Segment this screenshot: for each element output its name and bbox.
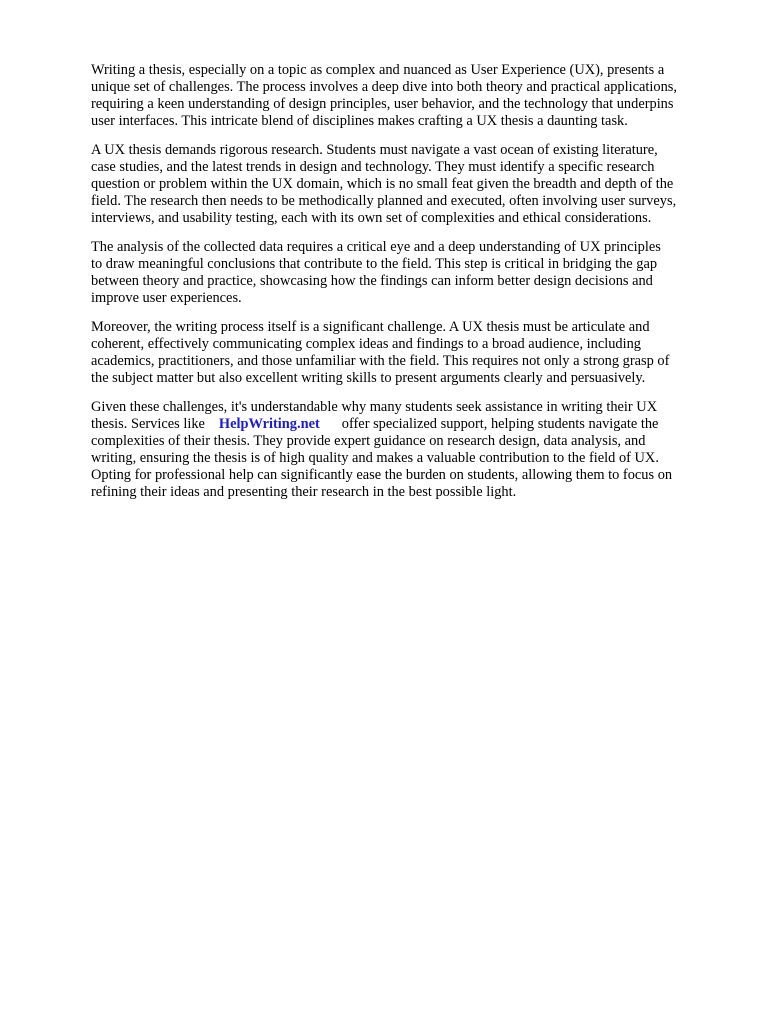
paragraph-writing: Moreover, the writing process itself is a significant challenge. A UX thesis must be articulate and coherent, effectively communicating complex ideas and findings to a broad audience, including academics, practitioners, and those unfamiliar with the field. This requires not only a strong grasp of the subject matter but also excellent writing skills to present arguments clearly and persuasively. (91, 319, 670, 386)
paragraph-research: A UX thesis demands rigorous research. Students must navigate a vast ocean of existing literature, case studies, and the latest trends in design and technology. They must identify a specific research question or problem within the UX domain, which is no small feat given the breadth and depth of the field. The research then needs to be methodically planned and executed, often involving user surveys, interviews, and usability testing, each with its own set of complexities and ethical considerations. (91, 142, 677, 226)
paragraph-assistance (91, 399, 721, 501)
paragraph-assistance-before-link: Given these challenges, it's understandable why many students seek assistance in writing their UX thesis. Services like (91, 399, 658, 432)
paragraph-assistance-after-link: offer specialized support, helping students navigate the complexities of their thesis. They provide expert guidance on research design, data analysis, and writing, ensuring the thesis is of high quality and makes a valuable contribution to the field of UX. Opting for professional help can significantly ease the burden on students, allowing them to focus on refining their ideas and presenting their research in the best possible light. (91, 416, 673, 500)
paragraph-intro: Writing a thesis, especially on a topic as complex and nuanced as User Experience (UX), presents a unique set of challenges. The process involves a deep dive into both theory and practical applications, requiring a keen understanding of design principles, user behavior, and the technology that underpins user interfaces. This intricate blend of disciplines makes crafting a UX thesis a daunting task. (91, 62, 677, 129)
paragraph-analysis: The analysis of the collected data requires a critical eye and a deep understanding of UX principles to draw meaningful conclusions that contribute to the field. This step is critical in bridging the gap between theory and practice, showcasing how the findings can inform better design decisions and improve user experiences. (91, 239, 661, 306)
helpwriting-link[interactable]: HelpWriting.net (218, 416, 320, 432)
document-page (91, 62, 721, 513)
